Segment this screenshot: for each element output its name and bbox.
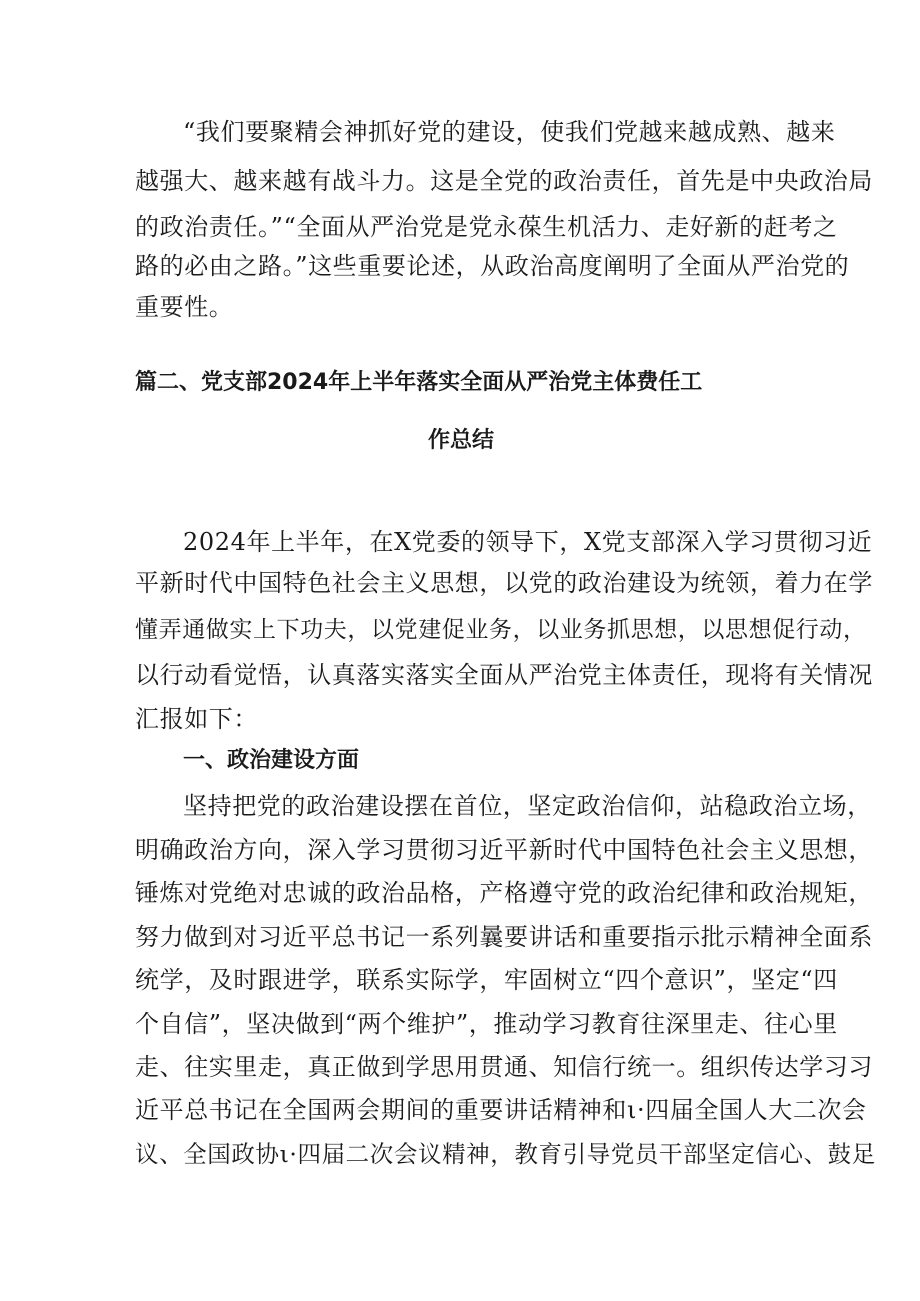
subsection-line-3: 锤炼对党绝对忠诚的政治品格，产格遵守党的政治纪律和政治规矩，: [135, 879, 873, 907]
intro-line-3: 的政治责任。”“全面从严治党是党永葆生机活力、走好新的赶考之: [135, 213, 838, 241]
section-title-line-1: 篇二、党支部2024年上半年落实全面从严治党主体费任工: [135, 370, 703, 395]
subsection-line-7: 走、往实里走，真正做到学思用贯通、知信行统一。组织传达学习习: [135, 1053, 873, 1081]
subsection-line-4: 努力做到对习近平总书记一系列曩要讲话和重要指示批示精神全面系: [135, 923, 873, 951]
intro-line-2: 越强大、越来越有战斗力。这是全党的政治责任，首先是中央政治局: [135, 167, 873, 195]
summary-line-1: 2024年上半年，在X党委的领导下，X党支部深入学习贯彻习近: [183, 528, 873, 556]
summary-line-3: 懂弄通做实上下功夫，以党建促业务，以业务抓思想，以思想促行动，: [135, 617, 867, 643]
intro-line-5: 重要性。: [135, 293, 234, 321]
subsection-line-5: 统学，及时跟进学，联系实际学，牢固树立“四个意识”，坚定“四: [135, 966, 838, 994]
subsection-line-6: 个自信”，坚决做到“两个维护”，推动学习教育往深里走、往心里: [135, 1010, 838, 1038]
summary-line-2: 平新时代中国特色社会主义思想，以党的政治建设为统领，着力在学: [135, 569, 873, 597]
summary-line-5: 汇报如下：: [135, 705, 258, 733]
intro-line-1: “我们要聚精会神抓好党的建设，使我们党越来越成熟、越来: [183, 118, 836, 146]
subsection-title: 一、政治建设方面: [183, 748, 360, 773]
section-title-line-2: 作总结: [428, 428, 495, 453]
subsection-line-9: 议、全国政协ι·四届二次会议精神，教育引导党员干部坚定信心、鼓足: [135, 1140, 876, 1168]
summary-line-4: 以行动看觉悟，认真落实落实全面从严治党主体责任，现将有关情况: [135, 661, 873, 689]
subsection-line-8: 近平总书记在全国两会期间的重要讲话精神和ι·四届全国人大二次会: [135, 1096, 867, 1124]
subsection-line-2: 明确政治方向，深入学习贯彻习近平新时代中国特色社会主义思想，: [135, 836, 873, 864]
subsection-line-1: 坚持把党的政治建设摆在首位，坚定政治信仰，站稳政治立场，: [183, 792, 872, 820]
intro-line-4: 路的必由之路。”这些重要论述，从政治高度阐明了全面从严治党的: [135, 252, 850, 280]
